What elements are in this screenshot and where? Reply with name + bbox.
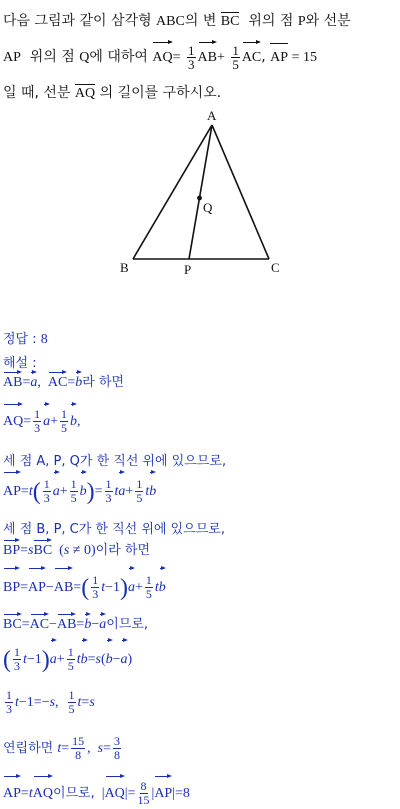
step-8: BC=AC−AB=b−a이므로, <box>3 612 148 633</box>
point-q <box>197 196 202 201</box>
problem-line-1: 다음 그림과 같이 삼각형 ABC의 변 BC 위의 점 P와 선분 <box>3 13 351 29</box>
step-4: AP=t( $\frac{1}{3}$ a+ $\frac{1}{5}$ b)= $\frac{1}{3}$ ta+ $\frac{1}{5}$ tb <box>3 470 156 509</box>
label-p: P <box>184 262 192 277</box>
label-c: C <box>271 260 280 275</box>
label-a: A <box>207 108 217 123</box>
step-1: AB=a, AC=b라 하면 <box>3 370 124 391</box>
problem-line-3: 일 때, 선분 AQ 의 길이를 구하시오. <box>3 85 222 101</box>
step-10: $\frac{1}{3}$ t−1=−s, $\frac{1}{5}$ t=s <box>6 688 95 717</box>
label-q: Q <box>203 200 213 215</box>
step-7: BP=AP−AB=( $\frac{1}{3}$ t−1)a+ $\frac{1}{5}$ tb <box>3 566 166 605</box>
step-3: 세 점 A, P, Q가 한 직선 위에 있으므로, <box>3 454 227 469</box>
explanation-label: 해설 : <box>3 356 37 371</box>
answer-line: 정답 : 8 <box>3 332 48 347</box>
triangle-figure <box>0 100 400 390</box>
step-2: AQ= $\frac{1}{3}$ a+ $\frac{1}{5}$ b, <box>3 402 81 437</box>
problem-line-2: AP 위의 점 Q에 대하여 AQ= $\frac{1}{3}$ AB+ $\frac{1}{5}$ AC, AP = 15 <box>3 40 317 71</box>
step-12: AP=tAQ이므로, |AQ|= $\frac{8}{15}$ |AP|=8 <box>3 774 190 809</box>
step-11: 연립하면 t= $\frac{15}{8}$ , s= $\frac{3}{8}$ <box>3 734 121 763</box>
label-b: B <box>120 260 129 275</box>
step-6: BP=sBC (s ≠ 0)이라 하면 <box>3 538 150 559</box>
step-5: 세 점 B, P, C가 한 직선 위에 있으므로, <box>3 522 225 537</box>
step-9: ( $\frac{1}{3}$ t−1)a+ $\frac{1}{5}$ tb=s(b−a) <box>3 638 132 677</box>
side-ac <box>212 125 269 259</box>
